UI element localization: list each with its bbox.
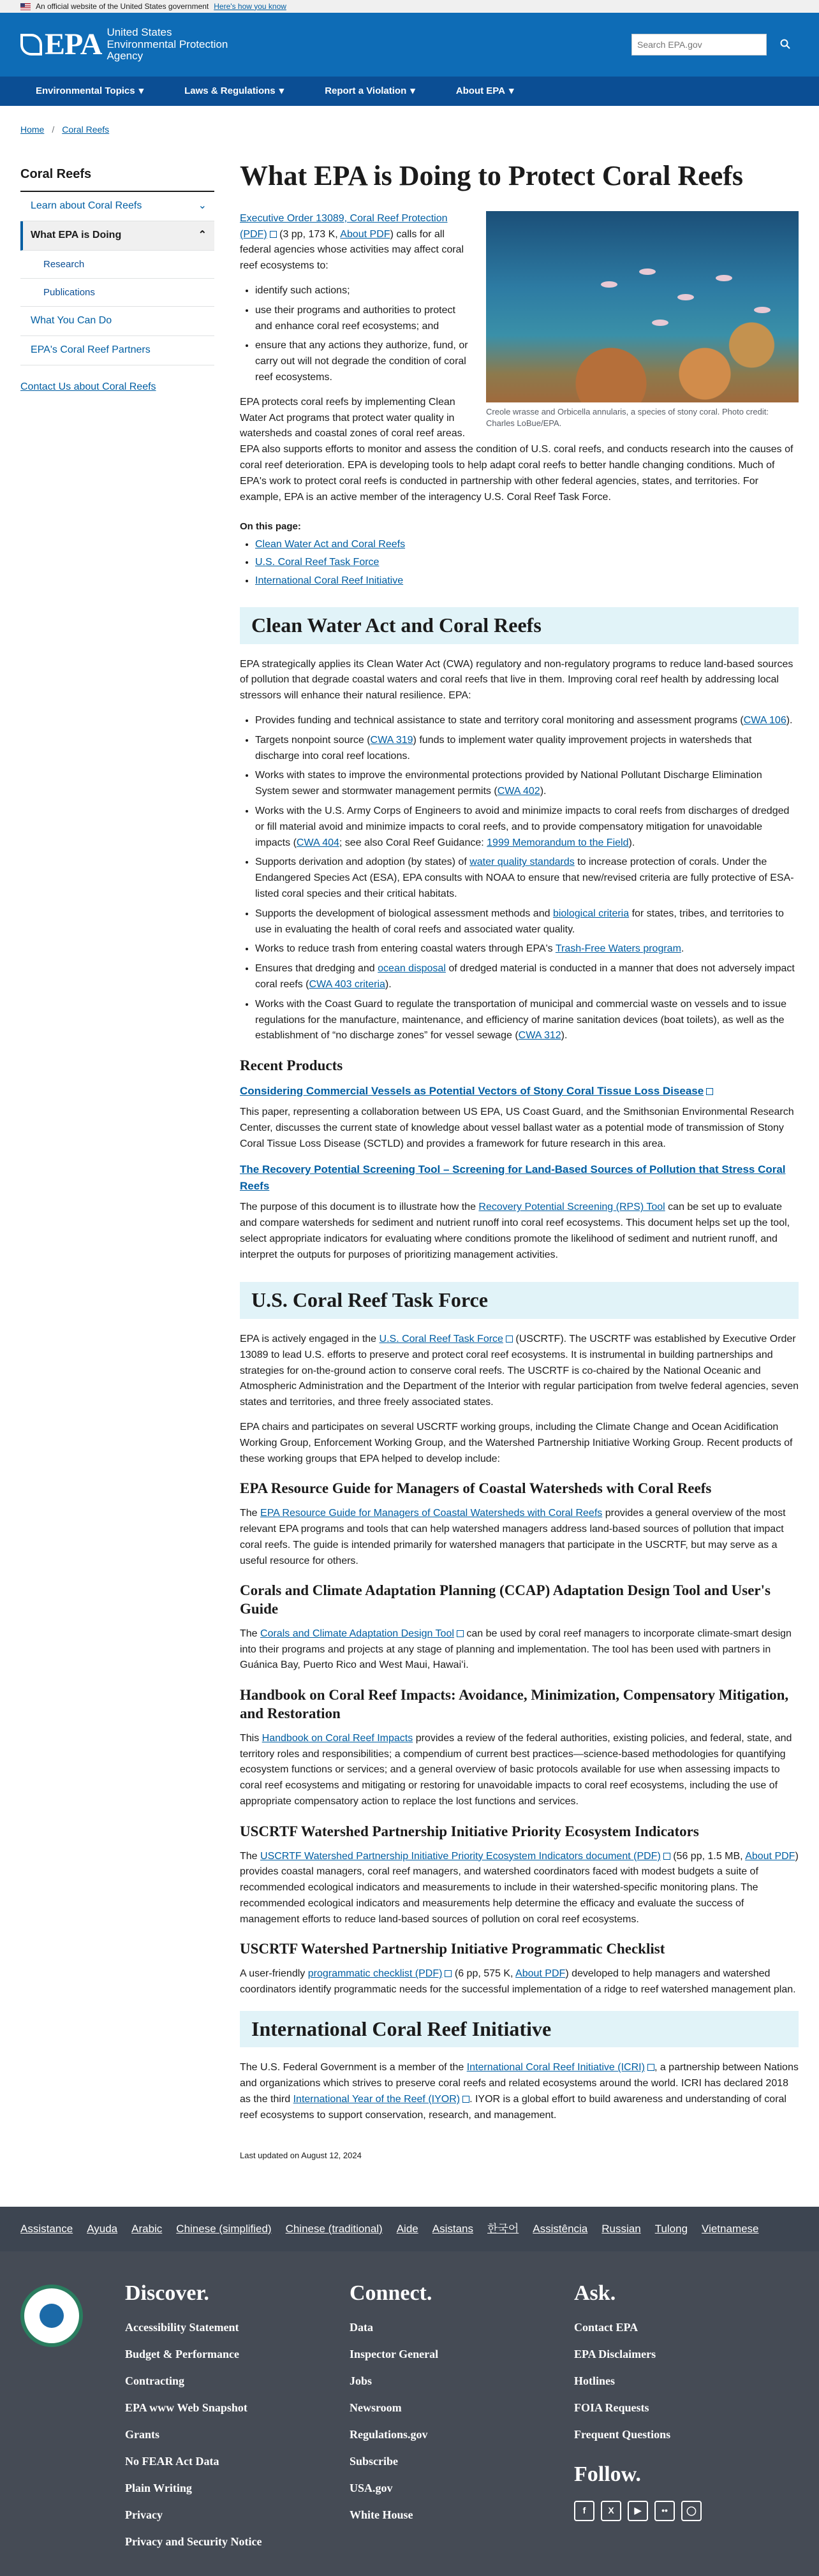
epa-leaf-icon xyxy=(20,34,42,55)
indicators-heading: USCRTF Watershed Partnership Initiative Priority Ecosystem Indicators xyxy=(240,1823,699,1839)
about-pdf-link[interactable]: About PDF xyxy=(745,1850,795,1862)
site-header xyxy=(0,13,819,77)
rps-tool-link[interactable]: Recovery Potential Screening (RPS) Tool xyxy=(478,1202,665,1213)
product-rps-link[interactable]: The Recovery Potential Screening Tool – Screening for Land-Based Sources of Pollution that Stress Coral Reefs xyxy=(240,1163,786,1192)
footer-link[interactable]: Newsroom xyxy=(350,2401,402,2415)
lang-link[interactable]: Arabic xyxy=(131,2222,163,2235)
cwa-319-link[interactable]: CWA 319 xyxy=(370,734,413,746)
us-flag-icon xyxy=(20,3,31,10)
footer-link[interactable]: White House xyxy=(350,2508,413,2521)
lang-link[interactable]: Asistans xyxy=(432,2222,473,2235)
sidebar-item-partners[interactable]: EPA's Coral Reef Partners xyxy=(20,336,214,365)
lang-link[interactable]: 한국어 xyxy=(487,2222,519,2235)
nav-report-violation[interactable]: Report a Violation ▾ xyxy=(304,77,436,106)
list-item: • identify such actions; xyxy=(255,283,799,299)
lang-link[interactable]: Vietnamese xyxy=(702,2222,759,2235)
eo-13089-link[interactable]: Executive Order 13089, Coral Reef Protection (PDF) xyxy=(240,212,448,240)
task-force-p2: EPA chairs and participates on several USCRTF working groups, including the Climate Change and Ocean Acidification Working Group, Enforcement Working Group, and the Watershed Partnership Initiative Working Group. Recent products of these working groups that EPA helped to develop include: xyxy=(240,1422,793,1464)
jump-link-icri[interactable]: International Coral Reef Initiative xyxy=(255,575,404,587)
facebook-icon[interactable]: f xyxy=(574,2501,594,2521)
breadcrumb-home[interactable]: Home xyxy=(20,124,45,135)
eo-paragraph: Executive Order 13089, Coral Reef Protection (PDF) (3 pp, 173 K, About PDF) calls for all federal agencies whose activities may affect coral reef ecosystems to: xyxy=(240,212,464,272)
heres-how-you-know-link[interactable]: Here's how you know xyxy=(214,1,286,11)
instagram-icon[interactable]: ◯ xyxy=(681,2501,702,2521)
external-link-icon xyxy=(270,231,277,238)
cwa-404-link[interactable]: CWA 404 xyxy=(296,837,339,848)
lang-link[interactable]: Chinese (simplified) xyxy=(176,2222,272,2235)
footer-link[interactable]: EPA Disclaimers xyxy=(574,2348,656,2361)
search-button[interactable] xyxy=(772,34,799,55)
cwa-intro: EPA strategically applies its Clean Water Act (CWA) regulatory and non-regulatory programs to reduce land-based sources of pollution that degrade coastal waters and coral reefs that live in them. Improving coral reef health by addressing local stressors will enhance their natural resilience. EPA: xyxy=(240,658,793,702)
footer-link[interactable]: Privacy and Security Notice xyxy=(125,2535,262,2548)
icri-paragraph: The U.S. Federal Government is a member of the International Coral Reef Initiative (ICRI) , a partnership between Nations and organizations which strives to preserve coral reefs and related ecosystems around the world. ICRI has declared 2018 as the third International Year of the Reef (IYOR) . IYOR is a global effort to build awareness and understanding of coral reef ecosystems to support conservation, research, and management. xyxy=(240,2062,799,2121)
footer-link[interactable]: Contracting xyxy=(125,2374,184,2388)
lang-link[interactable]: Assistance xyxy=(20,2222,73,2235)
iyor-link[interactable]: International Year of the Reef (IYOR) xyxy=(293,2094,461,2105)
checklist-heading: USCRTF Watershed Partnership Initiative Programmatic Checklist xyxy=(240,1941,665,1957)
list-item: • ensure that any actions they authorize, fund, or carry out will not degrade the condition of coral reef ecosystems. xyxy=(255,338,799,385)
sidebar-item-learn[interactable]: Learn about Coral Reefs ⌄ xyxy=(20,192,214,221)
product-vessels-link[interactable]: Considering Commercial Vessels as Potential Vectors of Stony Coral Tissue Loss Disease xyxy=(240,1084,704,1097)
cwa-312-link[interactable]: CWA 312 xyxy=(518,1030,561,1041)
task-force-p1: EPA is actively engaged in the U.S. Coral Reef Task Force (USCRTF). The USCRTF was established by Executive Order 13089 to lead U.S. efforts to preserve and protect coral reef ecosystems. It is instrumental in building partnerships and strategies for on-the-ground action to conserve coral reefs. The USCRTF is co-chaired by the National Oceanic and Atmospheric Administration and the Department of the Interior with regular participation from twelve federal agencies, seven states and territories, and three freely associated states. xyxy=(240,1334,799,1408)
resource-guide-link[interactable]: EPA Resource Guide for Managers of Coastal Watersheds with Coral Reefs xyxy=(260,1508,603,1519)
intro-paragraph: EPA protects coral reefs by implementing Clean Water Act programs that protect water quality in watersheds and coastal zones of coral reef areas. EPA also supports efforts to monitor and assess the condition of U.S. coral reefs, and conducts research into the causes of coral reef deterioration. EPA is developing tools to help adapt coral reefs to better handle changing conditions. Much of EPA's work to protect coral reefs is conducted in partnership with other federal agencies, states, and territories. For example, EPA is an active member of the interagency U.S. Coral Reef Task Force. xyxy=(240,396,793,503)
water-quality-standards-link[interactable]: water quality standards xyxy=(469,857,575,868)
list-item: • Supports the development of biological assessment methods and biological criteria for states, tribes, and territories to use in evaluating the health of coral reefs and associated water quality. xyxy=(255,906,799,938)
cwa-402-link[interactable]: CWA 402 xyxy=(497,786,540,797)
footer-link[interactable]: Contact EPA xyxy=(574,2321,638,2334)
list-item: • Targets nonpoint source (CWA 319) funds to implement water quality improvement projects in watersheds that discharge into coral reef locations. xyxy=(255,733,799,765)
epa-seal-icon xyxy=(20,2285,83,2347)
footer-link[interactable]: No FEAR Act Data xyxy=(125,2454,219,2468)
search-form xyxy=(631,34,799,55)
lang-link[interactable]: Tulong xyxy=(654,2222,688,2235)
list-item: • Ensures that dredging and ocean disposal of dredged material is conducted in a manner that does not adversely impact coral reefs (CWA 403 criteria). xyxy=(255,961,799,993)
footer-link[interactable]: Subscribe xyxy=(350,2454,399,2468)
recent-products-heading: Recent Products xyxy=(240,1057,343,1074)
youtube-icon[interactable]: ▶ xyxy=(628,2501,648,2521)
handbook-link[interactable]: Handbook on Coral Reef Impacts xyxy=(262,1732,413,1744)
lang-link[interactable]: Chinese (traditional) xyxy=(285,2222,383,2235)
footer-link[interactable]: Data xyxy=(350,2321,373,2334)
list-item: • Supports derivation and adoption (by states) of water quality standards to increase protection of corals. Under the Endangered Species Act (ESA), EPA consults with NOAA to ensure that new/revised criteria are fully protective of ESA-listed coral species and their critical habitats. xyxy=(255,855,799,902)
footer-link[interactable]: Privacy xyxy=(125,2508,163,2521)
external-link-icon xyxy=(506,1336,513,1343)
sidebar-title: Coral Reefs xyxy=(20,165,214,192)
list-item: • Works with the U.S. Army Corps of Engineers to avoid and minimize impacts to coral reefs from discharges of dredged or fill material avoid and minimize impacts to coral reefs, and to provide compensatory mitigation for unavoidable impacts (CWA 404; see also Coral Reef Guidance: 1999 Memorandum to the Field). xyxy=(255,804,799,851)
chevron-up-icon: ⌃ xyxy=(198,229,207,240)
chevron-down-icon: ⌄ xyxy=(198,200,207,211)
main-content: What EPA is Doing to Protect Coral Reefs Creole wrasse and Orbicella annularis, a species of stony coral. Photo credit: Charles LoBue/EPA. Executive Order 13089, Coral Reef Protection (PDF) (3 pp, 173 K, About PDF) calls for all federal agencies whose activities may affect coral reef ecosystems to: • identify such actions; • use their programs and authorities to protect and enhance coral reef ecosystems; and • ensure that any actions they authorize, fund, or carry out will not degrade the condition of coral reef ecosystems. EPA protects coral reefs by implementing Clean Water Act programs that protect water quality in watersheds and coastal zones of coral reef areas. EPA also supports efforts to monitor and assess the condition of U.S. coral reefs, and conducts research into the causes of coral reef deterioration. EPA is developing tools to help adapt coral reefs to better handle changing conditions. Much of EPA's work to protect coral reefs is conducted in partnership with other federal agencies, states, and territories. For example, EPA is an active member of the interagency U.S. Coral Reef Task Force. On this page: • Clean Water Act and Coral Reefs • U.S. Coral Reef Task Force • International Coral Reef Initiative Clean Water Act and Coral Reefs EPA strategically applies its Clean Water Act (CWA) regulatory and non-regulatory programs to reduce land-based sources of pollution that degrade coastal waters and coral reefs that live in them. Improving coral reef health by addressing local stressors will enhance their natural resilience. EPA: • Provides funding and technical assistance to state and territory coral monitoring and assessment programs (CWA 106). • Targets nonpoint source (CWA 319) funds to implement water quality improvement projects in watersheds that discharge into coral reef locations. • Works with states to improve the environmental protections provided by National Pollutant Discharge Elimination System sewer and stormwater management permits (CWA 402). • Works with the U.S. Army Corps of Engineers to avoid and minimize impacts to coral reefs from discharges of dredged or fill material avoid and minimize impacts to coral reefs, and to provide compensatory mitigation for unavoidable impacts (CWA 404; see also Coral Reef Guidance: 1999 Memorandum to the Field). • Supports derivation and adoption (by states) of water quality standards to increase protection of corals. Under the Endangered Species Act (ESA), EPA consults with NOAA to ensure that new/revised criteria are fully protective of ESA-listed coral species and their critical habitats. • Supports the development of biological assessment methods and biological criteria for states, tribes, and territories to use in evaluating the health of coral reefs and associated water quality. • Works to reduce trash from entering coastal waters through EPA's Trash-Free Waters program. • Ensures that dredging and ocean disposal of dredged material is conducted in a manner that does not adversely impact coral reefs (CWA 403 criteria). • Works with the Coast Guard to regulate the transportation of municipal and commercial waste on vessels and to issue regulations for the manufacture, maintenance, and efficiency of marine sanitation devices (boat toilets), as well as the establishment of “no discharge zones” for vessel sewage (CWA 312). Recent Products Considering Commercial Vessels as Potential Vectors of Stony Coral Tissue Loss Disease This paper, representing a collaboration between US EPA, US Coast Guard, and the Smithsonian Environmental Research Center, discusses the current state of knowledge about vessel ballast water as a potential mode of transmission of Stony Coral Tissue Loss Disease (SCTLD) and provides a framework for future research in this area. The Recovery Potential Screening Tool – Screening for Land-Based Sources of Pollution that Stress Coral Reefs The purpose of this document is to illustrate how the Recovery Potential Screening (RPS) Tool can be set up to evaluate and compare watersheds for sediment and nutrient runoff into coral reef ecosystems. This document helps set up the tool, select appropriate indicators for evaluating where conditions promote the likelihood of sediment and nutrient runoff, and interpret the outputs for purposes of prioritizing management activities. U.S. Coral Reef Task Force EPA is actively engaged in the U.S. Coral Reef Task Force (USCRTF). The USCRTF was established by Executive Order 13089 to lead U.S. efforts to preserve and protect coral reef ecosystems. It is instrumental in building partnerships and strategies for on-the-ground action to conserve coral reefs. The USCRTF is co-chaired by the National Oceanic and Atmospheric Administration and the Department of the Interior with regular participation from twelve federal agencies, seven states and territories, and three freely associated states. EPA chairs and participates on several USCRTF working groups, including the Climate Change and Ocean Acidification Working Group, Enforcement Working Group, and the Watershed Partnership Initiative Working Group. Recent products of these working groups that EPA helped to develop include: EPA Resource Guide for Managers of Coastal Watersheds with Coral Reefs The EPA Resource Guide for Managers of Coastal Watersheds with Coral Reefs provides a general overview of the most relevant EPA programs and tools that can help watershed managers address land-based sources of pollution that impact coral reefs. The guide is intended primarily for watershed managers that participate in the USCRTF, but may serve as a useful resource for others. Corals and Climate Adaptation Planning (CCAP) Adaptation Design Tool and User's Guide The Corals and Climate Adaptation Design Tool can be used by coral reef managers to incorporate climate-smart design into their programs and projects at any stage of planning and implementation. The tool has been used with partners in Guánica Bay, Puerto Rico and West Maui, Hawaiʻi. Handbook on Coral Reef Impacts: Avoidance, Minimization, Compensatory Mitigation, and Restoration This Handbook on Coral Reef Impacts provides a review of the federal authorities, existing policies, and federal, state, and territory roles and responsibilities; a compendium of current best practices—science-based methodologies for quantifying ecosystem functions or services; and a general overview of basic protocols available for use when assessing impacts to coral reef ecosystems and mitigating or restoring for unavoidable impacts to coral reef ecosystems, including the use of appropriate compensatory action to replace the lost functions and services. USCRTF Watershed Partnership Initiative Priority Ecosystem Indicators The USCRTF Watershed Partnership Initiative Priority Ecosystem Indicators document (PDF) (56 pp, 1.5 MB, About PDF) provides coastal managers, coral reef managers, and watershed coordinators faced with modest budgets a suite of recommended ecological indicators and measurements to include in their watershed-specific monitoring plans. The recommended ecological indicators and measurements help determine the efficacy and evaluate the success of management efforts to reduce land-based sources of pollution on coral reef ecosystems. USCRTF Watershed Partnership Initiative Programmatic Checklist A user-friendly programmatic checklist (PDF) (6 pp, 575 K, About PDF) developed to help managers and watershed coordinators identify programmatic needs for the successful implementation of a ridge to reef watershed management plan. International Coral Reef Initiative The U.S. Federal Government is a member of the International Coral Reef Initiative (ICRI) , a partnership between Nations and organizations which strives to preserve coral reefs and related ecosystems around the world. ICRI has declared 2018 as the third International Year of the Reef (IYOR) . IYOR is a global effort to build awareness and understanding of coral reef ecosystems to support conservation, research, and management. Last updated on August 12, 2024 xyxy=(240,142,799,2194)
search-input[interactable] xyxy=(631,34,767,55)
sidebar xyxy=(20,142,214,2194)
footer-link[interactable]: EPA www Web Snapshot xyxy=(125,2401,247,2415)
footer-link[interactable]: Budget & Performance xyxy=(125,2348,239,2361)
sidebar-item-what-you-can-do[interactable]: What You Can Do xyxy=(20,307,214,336)
chevron-down-icon: ▾ xyxy=(279,85,284,97)
jump-link-task-force[interactable]: U.S. Coral Reef Task Force xyxy=(255,557,380,568)
chevron-down-icon: ▾ xyxy=(138,85,144,97)
footer-connect: Connect. Data Inspector General Jobs Newsroom Regulations.gov Subscribe USA.gov White House xyxy=(350,2277,574,2552)
main-nav xyxy=(0,77,819,106)
section-header-icri: International Coral Reef Initiative xyxy=(240,2011,799,2048)
footer-link[interactable]: Hotlines xyxy=(574,2374,616,2388)
coral-reef-photo xyxy=(486,211,799,402)
section-header-task-force: U.S. Coral Reef Task Force xyxy=(240,1282,799,1319)
indicators-pdf-link[interactable]: USCRTF Watershed Partnership Initiative Priority Ecosystem Indicators document (PDF) xyxy=(260,1850,661,1862)
coral-figure xyxy=(486,211,799,429)
external-link-icon xyxy=(663,1853,670,1860)
lang-link[interactable]: Russian xyxy=(601,2222,641,2235)
last-updated: Last updated on August 12, 2024 xyxy=(240,2150,362,2160)
sidebar-item-publications[interactable]: Publications xyxy=(20,279,214,307)
epa-logo[interactable] xyxy=(20,21,228,68)
memorandum-link[interactable]: 1999 Memorandum to the Field xyxy=(487,837,629,848)
footer-link[interactable]: Regulations.gov xyxy=(350,2428,428,2441)
footer-ask: Ask. Contact EPA EPA Disclaimers Hotlines FOIA Requests Frequent Questions Follow. f X ▶ •• ◯ xyxy=(574,2277,799,2552)
uscrtf-link[interactable]: U.S. Coral Reef Task Force xyxy=(379,1334,503,1345)
gov-banner-text: An official website of the United States government xyxy=(36,1,209,11)
cwa-403-link[interactable]: CWA 403 criteria xyxy=(309,978,385,990)
twitter-icon[interactable]: X xyxy=(601,2501,621,2521)
footer-discover: Discover. Accessibility Statement Budget & Performance Contracting EPA www Web Snapshot Grants No FEAR Act Data Plain Writing Privacy Privacy and Security Notice xyxy=(125,2277,350,2552)
list-item: • Works with states to improve the environmental protections provided by National Pollutant Discharge Elimination System sewer and stormwater management permits (CWA 402). xyxy=(255,768,799,800)
search-icon xyxy=(780,39,790,49)
product-vessels-text: This paper, representing a collaboration between US EPA, US Coast Guard, and the Smithsonian Environmental Research Center, discusses the current state of knowledge about vessel ballast water as a potential mode of transmission of Stony Coral Tissue Loss Disease (SCTLD) and provides a framework for future research in this area. xyxy=(240,1107,794,1149)
social-links xyxy=(574,2501,799,2521)
list-item: • use their programs and authorities to protect and enhance coral reef ecosystems; and xyxy=(255,303,799,335)
contact-us-link[interactable]: Contact Us about Coral Reefs xyxy=(20,381,156,392)
footer-link[interactable]: Plain Writing xyxy=(125,2481,192,2494)
biological-criteria-link[interactable]: biological criteria xyxy=(552,908,630,919)
lang-link[interactable]: Ayuda xyxy=(87,2222,118,2235)
about-pdf-link[interactable]: About PDF xyxy=(340,228,390,240)
flickr-icon[interactable]: •• xyxy=(654,2501,675,2521)
lang-link[interactable]: Assistência xyxy=(533,2222,588,2235)
footer-link[interactable]: Jobs xyxy=(350,2374,373,2388)
agency-name: United States Environmental Protection Agency xyxy=(107,26,228,63)
list-item: • Provides funding and technical assistance to state and territory coral monitoring and assessment programs (CWA 106). xyxy=(255,713,799,729)
logo-text: EPA xyxy=(45,27,102,61)
gov-banner xyxy=(0,0,819,13)
nav-environmental-topics[interactable]: Environmental Topics ▾ xyxy=(15,77,164,106)
icri-link[interactable]: International Coral Reef Initiative (ICRI) xyxy=(466,2062,645,2073)
handbook-heading: Handbook on Coral Reef Impacts: Avoidance, Minimization, Compensatory Mitigation, and Restoration xyxy=(240,1687,789,1722)
jump-link-cwa[interactable]: Clean Water Act and Coral Reefs xyxy=(255,538,406,550)
cwa-106-link[interactable]: CWA 106 xyxy=(743,714,786,726)
breadcrumb: Home / Coral Reefs xyxy=(0,106,819,142)
language-bar xyxy=(0,2207,819,2251)
external-link-icon xyxy=(457,1630,464,1637)
footer-link[interactable]: USA.gov xyxy=(350,2481,393,2494)
sidebar-item-what-epa-is-doing[interactable]: What EPA is Doing ⌃ xyxy=(20,221,214,251)
chevron-down-icon: ▾ xyxy=(509,85,514,97)
figure-caption: Creole wrasse and Orbicella annularis, a species of stony coral. Photo credit: Charles LoBue/EPA. xyxy=(486,406,769,428)
list-item: • Works to reduce trash from entering coastal waters through EPA's Trash-Free Waters program. xyxy=(255,941,799,957)
footer-link[interactable]: Frequent Questions xyxy=(574,2428,671,2441)
page-title: What EPA is Doing to Protect Coral Reefs xyxy=(240,160,744,191)
section-header-cwa: Clean Water Act and Coral Reefs xyxy=(240,607,799,644)
chevron-down-icon: ▾ xyxy=(410,85,415,97)
site-footer xyxy=(0,2251,819,2576)
checklist-pdf-link[interactable]: programmatic checklist (PDF) xyxy=(307,1968,443,1980)
cwa-list xyxy=(255,713,799,1044)
list-item: • Works with the Coast Guard to regulate the transportation of municipal and commercial waste on vessels and to issue regulations for the manufacture, maintenance, and efficiency of marine sanitation devices (boat toilets), as well as the establishment of “no discharge zones” for vessel sewage (CWA 312). xyxy=(255,997,799,1044)
external-link-icon xyxy=(462,2096,469,2103)
nav-laws-regulations[interactable]: Laws & Regulations ▾ xyxy=(164,77,304,106)
on-this-page-list xyxy=(255,537,799,589)
footer-link[interactable]: Grants xyxy=(125,2428,159,2441)
footer-link[interactable]: Inspector General xyxy=(350,2348,439,2361)
about-pdf-link[interactable]: About PDF xyxy=(515,1968,566,1980)
ocean-disposal-link[interactable]: ocean disposal xyxy=(378,963,446,975)
external-link-icon xyxy=(647,2064,654,2071)
nav-about-epa[interactable]: About EPA ▾ xyxy=(436,77,535,106)
ccap-tool-link[interactable]: Corals and Climate Adaptation Design Tool xyxy=(260,1628,454,1639)
external-link-icon xyxy=(445,1970,452,1977)
footer-link[interactable]: FOIA Requests xyxy=(574,2401,649,2415)
ccap-heading: Corals and Climate Adaptation Planning (CCAP) Adaptation Design Tool and User's Guide xyxy=(240,1582,771,1617)
resource-guide-heading: EPA Resource Guide for Managers of Coastal Watersheds with Coral Reefs xyxy=(240,1480,712,1497)
on-this-page-label: On this page: xyxy=(240,521,301,533)
external-link-icon xyxy=(706,1088,713,1095)
trash-free-waters-link[interactable]: Trash-Free Waters program xyxy=(555,943,681,955)
sidebar-item-research[interactable]: Research xyxy=(20,251,214,279)
lang-link[interactable]: Aide xyxy=(396,2222,418,2235)
product-rps-text: The purpose of this document is to illustrate how the Recovery Potential Screening (RPS) Tool can be set up to evaluate and compare watersheds for sediment and nutrient runoff into coral reef ecosystems. This document helps set up the tool, select appropriate indicators for evaluating where conditions promote the likelihood of sediment and nutrient runoff, and interpret the outputs for purposes of prioritizing management activities. xyxy=(240,1202,790,1260)
breadcrumb-coral-reefs[interactable]: Coral Reefs xyxy=(62,124,110,135)
footer-link[interactable]: Accessibility Statement xyxy=(125,2321,239,2334)
